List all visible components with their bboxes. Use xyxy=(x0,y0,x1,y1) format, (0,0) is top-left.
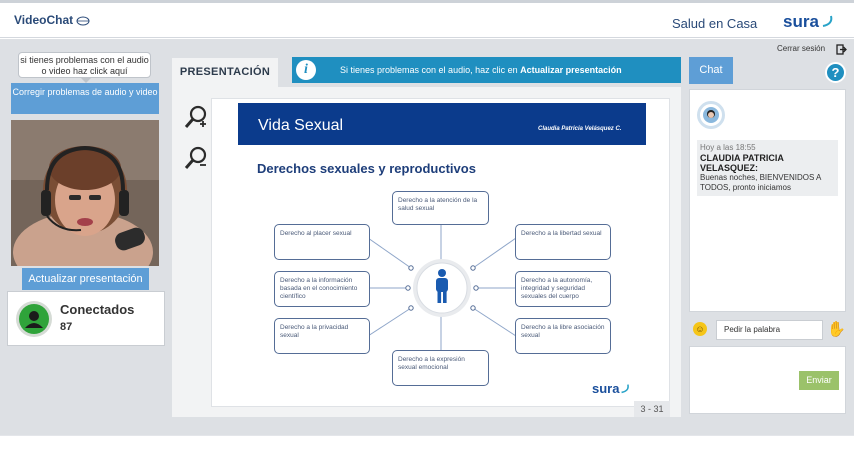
sender-avatar-icon xyxy=(703,107,719,123)
tab-presentation[interactable]: PRESENTACIÓN xyxy=(172,58,278,87)
presenter-video-frame xyxy=(11,120,159,266)
fix-audio-video-button[interactable]: Corregir problemas de audio y video xyxy=(11,83,159,114)
close-session-link[interactable]: Cerrar sesión xyxy=(777,44,826,53)
info-message-prefix: Si tienes problemas con el audio, haz clic en xyxy=(340,65,521,75)
slide-sura-logo: sura xyxy=(592,381,631,396)
sura-swoosh-icon xyxy=(821,14,835,28)
update-presentation-button[interactable]: Actualizar presentación xyxy=(22,268,149,290)
videochat-logo: VideoChat xyxy=(14,13,74,27)
right-box-privacy: Derecho a la privacidad sexual xyxy=(274,318,370,354)
globe-icon xyxy=(76,16,90,26)
message-sender: CLAUDIA PATRICIA VELASQUEZ: xyxy=(700,153,784,173)
page-indicator: 3 - 31 xyxy=(634,401,670,417)
send-button[interactable]: Enviar xyxy=(799,371,839,390)
sura-logo: sura xyxy=(783,12,835,32)
slide-subtitle: Derechos sexuales y reproductivos xyxy=(257,161,476,176)
emoji-icon[interactable]: ☺ xyxy=(693,322,707,336)
connected-label: Conectados xyxy=(60,302,135,317)
right-box-association: Derecho a la libre asociación sexual xyxy=(515,318,611,354)
top-strip xyxy=(0,0,854,3)
zoom-in-icon[interactable] xyxy=(184,105,208,131)
right-box-information: Derecho a la información basada en el conocimiento científico xyxy=(274,271,370,307)
right-box-freedom: Derecho a la libertad sexual xyxy=(515,224,611,260)
footer xyxy=(0,435,854,464)
right-box-health-care: Derecho a la atención de la salud sexual xyxy=(392,191,489,225)
user-face-icon xyxy=(703,107,719,123)
sura-swoosh-icon xyxy=(620,383,631,394)
chat-message xyxy=(697,140,838,196)
connected-count: 87 xyxy=(60,321,73,333)
slide-author: Claudia Patricia Velásquez C. xyxy=(538,126,622,132)
user-silhouette xyxy=(19,304,49,334)
service-title: Salud en Casa xyxy=(672,16,758,31)
audio-help-tooltip[interactable]: si tienes problemas con el audio o video haz click aquí xyxy=(18,52,151,78)
help-icon[interactable]: ? xyxy=(825,62,846,83)
right-box-autonomy: Derecho a la autonomía, integridad y seguridad sexuales del cuerpo xyxy=(515,271,611,307)
right-box-pleasure: Derecho al placer sexual xyxy=(274,224,370,260)
tab-chat[interactable]: Chat xyxy=(689,57,733,84)
info-icon: i xyxy=(296,60,316,80)
zoom-out-icon[interactable] xyxy=(184,146,208,172)
right-box-expression: Derecho a la expresión sexual emocional xyxy=(392,350,489,386)
exit-icon[interactable] xyxy=(836,44,847,55)
message-text: Buenas noches, BIENVENIDOS A TODOS, pronto iniciamos xyxy=(700,173,821,192)
message-time: Hoy a las 18:55 xyxy=(700,143,756,152)
raise-hand-button[interactable]: Pedir la palabra xyxy=(716,320,823,340)
slide-title: Vida Sexual xyxy=(258,117,344,134)
raise-hand-icon[interactable]: ✋ xyxy=(827,321,846,338)
user-icon xyxy=(19,304,49,334)
info-message xyxy=(340,57,622,83)
info-message-action[interactable]: Actualizar presentación xyxy=(520,65,622,75)
presenter-video xyxy=(11,120,159,266)
